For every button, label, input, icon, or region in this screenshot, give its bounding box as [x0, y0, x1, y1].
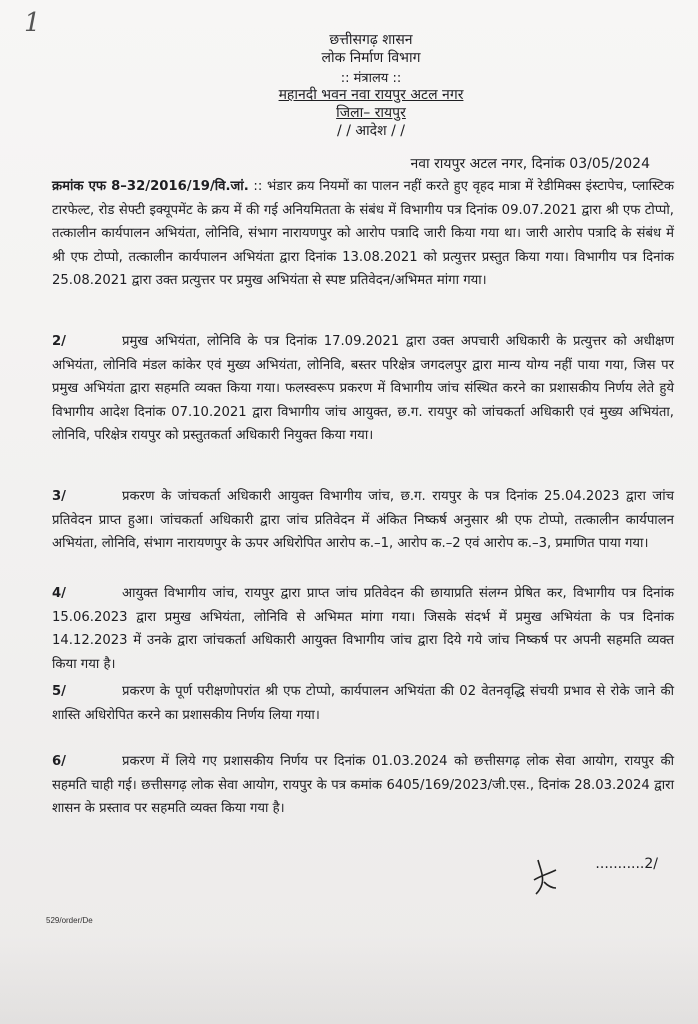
margin-mark: 1: [24, 8, 41, 38]
order-reference: क्रमांक एफ 8–32/2016/19/वि.जां.: [52, 179, 249, 194]
paragraph-4: [52, 582, 674, 676]
header-district: जिला– रायपुर: [336, 105, 406, 121]
paragraph-number: 4/: [52, 586, 66, 601]
header-department: लोक निर्माण विभाग: [321, 50, 421, 66]
paragraph-5: [52, 680, 674, 727]
paragraph-6: [52, 750, 674, 821]
paragraph-text: प्रमुख अभियंता, लोनिवि के पत्र दिनांक 17.09.2021 द्वारा उक्त अपचारी अधिकारी के प्रत्युत्तर को अधीक्षण अभियंता, लोनिवि मंडल कांकेर एवं मुख्य अभियंता, लोनिवि, बस्तर परिक्षेत्र जगदलपुर द्वारा मान्य योग्य नहीं पाया गया, जिस पर प्रमुख अभियंता द्वारा सहमति व्यक्त किया गया। फलस्वरूप प्रकरण में विभागीय जांच संस्थित करने का प्रशासकीय निर्णय लेते हुये विभागीय आदेश दिनांक 07.10.2021 द्वारा विभागीय जांच आयुक्त, छ.ग. रायपुर को जांचकर्ता अधिकारी एवं मुख्य अभियंता, लोनिवि, परिक्षेत्र रायपुर को प्रस्तुतकर्ता अधिकारी नियुक्त किया गया।: [52, 334, 674, 444]
page-shadow: [0, 934, 698, 1024]
paragraph-text: प्रकरण के जांचकर्ता अधिकारी आयुक्त विभागीय जांच, छ.ग. रायपुर के पत्र दिनांक 25.04.2023 द्वारा जांच प्रतिवेदन प्राप्त हुआ। जांचकर्ता अधिकारी द्वारा जांच प्रतिवेदन में अंकित निष्कर्ष अनुसार श्री एफ टोप्पो, तत्कालीन कार्यपालन अभियंता, लोनिवि, संभाग नारायणपुर के ऊपर अधिरोपित आरोप क.–1, आरोप क.–2 एवं आरोप क.–3, प्रमाणित पाया गया।: [52, 489, 674, 552]
continuation-marker: ...........2/: [595, 856, 658, 872]
paragraph-1: [52, 175, 674, 293]
paragraph-number: 2/: [52, 334, 66, 349]
dateline: नवा रायपुर अटल नगर, दिनांक 03/05/2024: [410, 156, 650, 172]
paragraph-3: [52, 485, 674, 556]
paragraph-text: :: भंडार क्रय नियमों का पालन नहीं करते हुए वृहद मात्रा में रेडीमिक्स इंस्टापेच, प्लास्टिक टारफेल्ट, रोड सेफ्टी इक्यूपमेंट के क्रय में की गई अनियमितता के संबंध में विभागीय पत्र दिनांक 09.07.2021 द्वारा श्री एफ टोप्पो, तत्कालीन कार्यपालन अभियंता, लोनिवि, संभाग नारायणपुर को आरोप पत्रादि जारी किया गया था। जारी आरोप पत्रादि के संबंध में श्री एफ टोप्पो, तत्कालीन कार्यपालन अभियंता द्वारा दिनांक 13.08.2021 को प्रत्युत्तर प्रस्तुत किया गया। विभागीय पत्र दिनांक 25.08.2021 द्वारा उक्त प्रत्युत्तर पर प्रमुख अभियंता से स्पष्ट प्रतिवेदन/अभिमत मांगा गया।: [52, 179, 674, 289]
footer-code: 529/order/De: [46, 916, 93, 925]
paragraph-text: प्रकरण में लिये गए प्रशासकीय निर्णय पर दिनांक 01.03.2024 को छत्तीसगढ़ लोक सेवा आयोग, रायपुर की सहमति चाही गई। छत्तीसगढ़ लोक सेवा आयोग, रायपुर के पत्र कमांक 6405/169/2023/जी.एस., दिनांक 28.03.2024 द्वारा शासन के प्रस्ताव पर सहमति व्यक्त किया गया है।: [52, 754, 674, 817]
header-ministry: :: मंत्रालय ::: [340, 71, 402, 86]
paragraph-2: [52, 330, 674, 448]
paragraph-number: 6/: [52, 754, 66, 769]
paragraph-number: 3/: [52, 489, 66, 504]
header-government: छत्तीसगढ़ शासन: [329, 32, 413, 48]
paragraph-text: प्रकरण के पूर्ण परीक्षणोपरांत श्री एफ टोप्पो, कार्यपालन अभियंता की 02 वेतनवृद्धि संचयी प्रभाव से रोके जाने की शास्ति अधिरोपित करने का प्रशासकीय निर्णय लिया गया।: [52, 684, 674, 723]
signature-mark: [530, 858, 560, 896]
header-order-title: / / आदेश / /: [337, 123, 405, 139]
header-building: महानदी भवन नवा रायपुर अटल नगर: [278, 87, 464, 103]
paragraph-text: आयुक्त विभागीय जांच, रायपुर द्वारा प्राप्त जांच प्रतिवेदन की छायाप्रति संलग्न प्रेषित कर, विभागीय पत्र दिनांक 15.06.2023 द्वारा प्रमुख अभियंता, लोनिवि से अभिमत मांगा गया। जिसके संदर्भ में प्रमुख अभियंता के पत्र दिनांक 14.12.2023 में उनके द्वारा जांचकर्ता अधिकारी आयुक्त विभागीय जांच द्वारा दिये गये जांच निष्कर्ष पर अपनी सहमति व्यक्त किया गया है।: [52, 586, 674, 672]
paragraph-number: 5/: [52, 684, 66, 699]
